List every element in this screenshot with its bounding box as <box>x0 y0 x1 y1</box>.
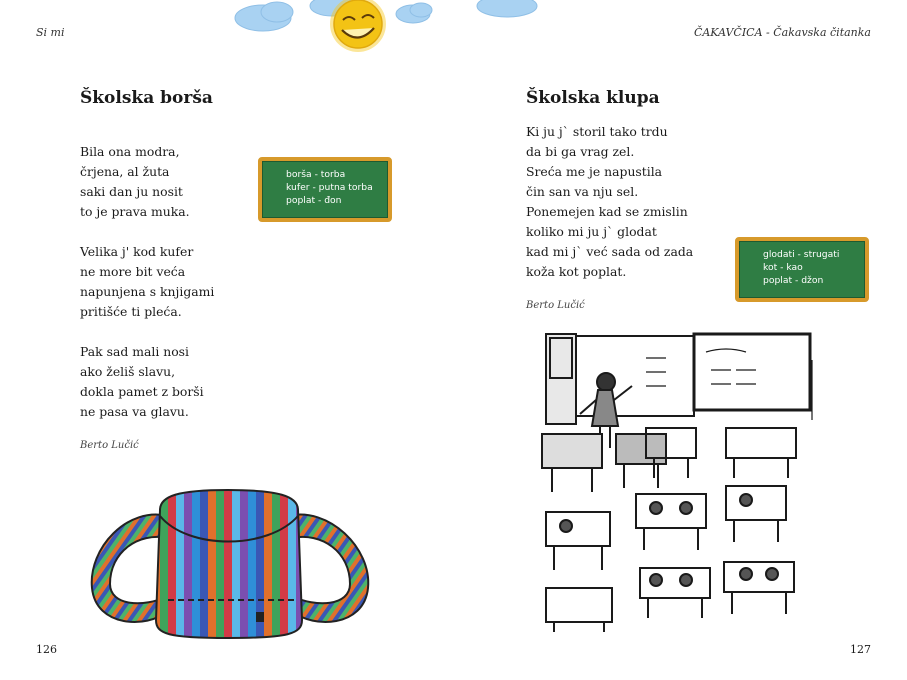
poem-line: to je prava muka. <box>80 204 190 219</box>
page-number-right: 127 <box>850 643 871 656</box>
poem-body <box>526 122 693 302</box>
stanza <box>80 342 214 422</box>
poem-line: saki dan ju nosit <box>80 184 183 199</box>
glossary-entry: glodati - strugati <box>763 249 840 260</box>
glossary-board <box>735 237 869 302</box>
poem-line: pritišće ti pleća. <box>80 304 182 319</box>
poem-line: Sreća me je napustila <box>526 164 663 179</box>
poem-line: koža kot poplat. <box>526 264 627 279</box>
poem-line: Ki ju j` storil tako trdu <box>526 124 668 139</box>
poem-line: dokla pamet z borši <box>80 384 204 399</box>
poem-line: Pak sad mali nosi <box>80 344 189 359</box>
page-number-left: 126 <box>36 643 57 656</box>
poem-line: ne pasa va glavu. <box>80 404 189 419</box>
poem-title: Školska klupa <box>526 88 660 108</box>
poem-line: ako želiš slavu, <box>80 364 176 379</box>
left-page <box>0 0 453 680</box>
glossary-entry: poplat - džon <box>763 275 824 286</box>
poem-line: čin san va nju sel. <box>526 184 639 199</box>
running-head-right: ČAKAVČICA - Čakavska čitanka <box>693 26 871 39</box>
stanza <box>80 242 214 322</box>
glossary-entry: poplat - đon <box>286 195 342 206</box>
poem-line: kad mi j` već sada od zada <box>526 244 694 259</box>
poem-line: črjena, al žuta <box>80 164 170 179</box>
glossary-entry: kufer - putna torba <box>286 182 373 193</box>
glossary-entry: kot - kao <box>763 262 803 273</box>
backpack-drawing <box>88 488 373 640</box>
glossary-entry: borša - torba <box>286 169 346 180</box>
poem-body <box>80 142 214 442</box>
poem-line: napunjena s knjigami <box>80 284 215 299</box>
stanza <box>526 122 693 282</box>
poem-author: Berto Lučić <box>526 300 585 311</box>
poem-line: Bila ona modra, <box>80 144 180 159</box>
poem-title: Školska borša <box>80 88 213 108</box>
poem-line: ne more bit veća <box>80 264 186 279</box>
poem-author: Berto Lučić <box>80 440 139 451</box>
running-head-left: Si mi <box>36 26 65 39</box>
right-page <box>454 0 907 680</box>
classroom-drawing <box>536 330 826 635</box>
poem-line: koliko mi ju j` glodat <box>526 224 657 239</box>
poem-line: da bi ga vrag zel. <box>526 144 635 159</box>
glossary-board <box>258 157 392 222</box>
poem-line: Velika j' kod kufer <box>80 244 194 259</box>
poem-line: Ponemejen kad se zmislin <box>526 204 688 219</box>
stanza <box>80 142 214 222</box>
